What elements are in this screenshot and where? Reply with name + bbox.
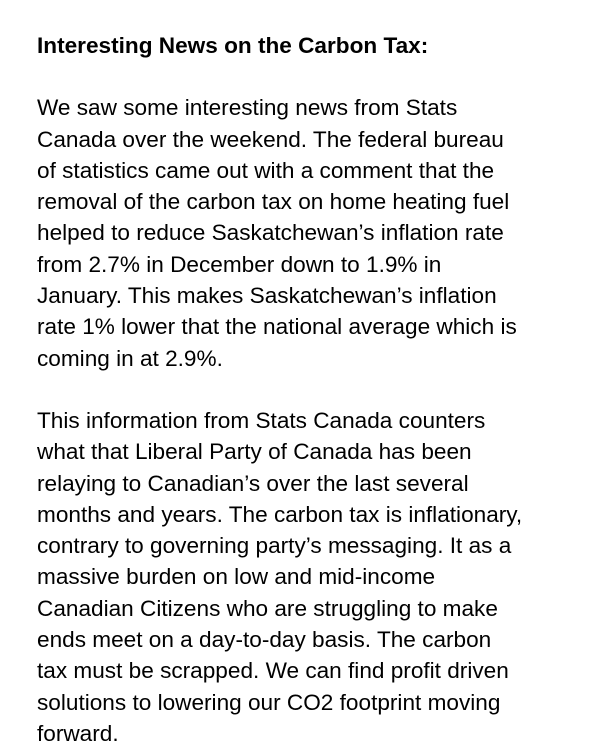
document: [37, 30, 597, 749]
paragraph-line: ends meet on a day-to-day basis. The carbon: [37, 627, 492, 653]
paragraph-line: rate 1% lower that the national average which is: [37, 314, 517, 340]
paragraph-line: This information from Stats Canada counters: [37, 407, 486, 433]
paragraph-2: [37, 405, 597, 749]
paragraph-line: helped to reduce Saskatchewan’s inflation rate: [37, 220, 504, 246]
paragraph-line: coming in at 2.9%.: [37, 345, 223, 371]
paragraph-line: contrary to governing party’s messaging. It as a: [37, 533, 512, 559]
paragraph-line: Canadian Citizens who are struggling to make: [37, 595, 498, 621]
paragraph-line: forward.: [37, 720, 119, 746]
paragraph-line: months and years. The carbon tax is inflationary,: [37, 501, 523, 527]
paragraph-1: [37, 92, 597, 374]
document-title: Interesting News on the Carbon Tax:: [37, 33, 429, 58]
paragraph-line: tax must be scrapped. We can find profit driven: [37, 658, 509, 684]
paragraph-line: Canada over the weekend. The federal bureau: [37, 126, 504, 152]
paragraph-line: We saw some interesting news from Stats: [37, 95, 458, 121]
paragraph-line: from 2.7% in December down to 1.9% in: [37, 251, 442, 277]
paragraph-line: January. This makes Saskatchewan’s inflation: [37, 283, 497, 309]
paragraph-line: of statistics came out with a comment that the: [37, 157, 495, 183]
paragraph-line: removal of the carbon tax on home heating fuel: [37, 189, 510, 215]
paragraph-line: what that Liberal Party of Canada has been: [37, 439, 472, 465]
paragraph-line: massive burden on low and mid-income: [37, 564, 436, 590]
paragraph-line: relaying to Canadian’s over the last several: [37, 470, 469, 496]
paragraph-line: solutions to lowering our CO2 footprint moving: [37, 689, 501, 715]
